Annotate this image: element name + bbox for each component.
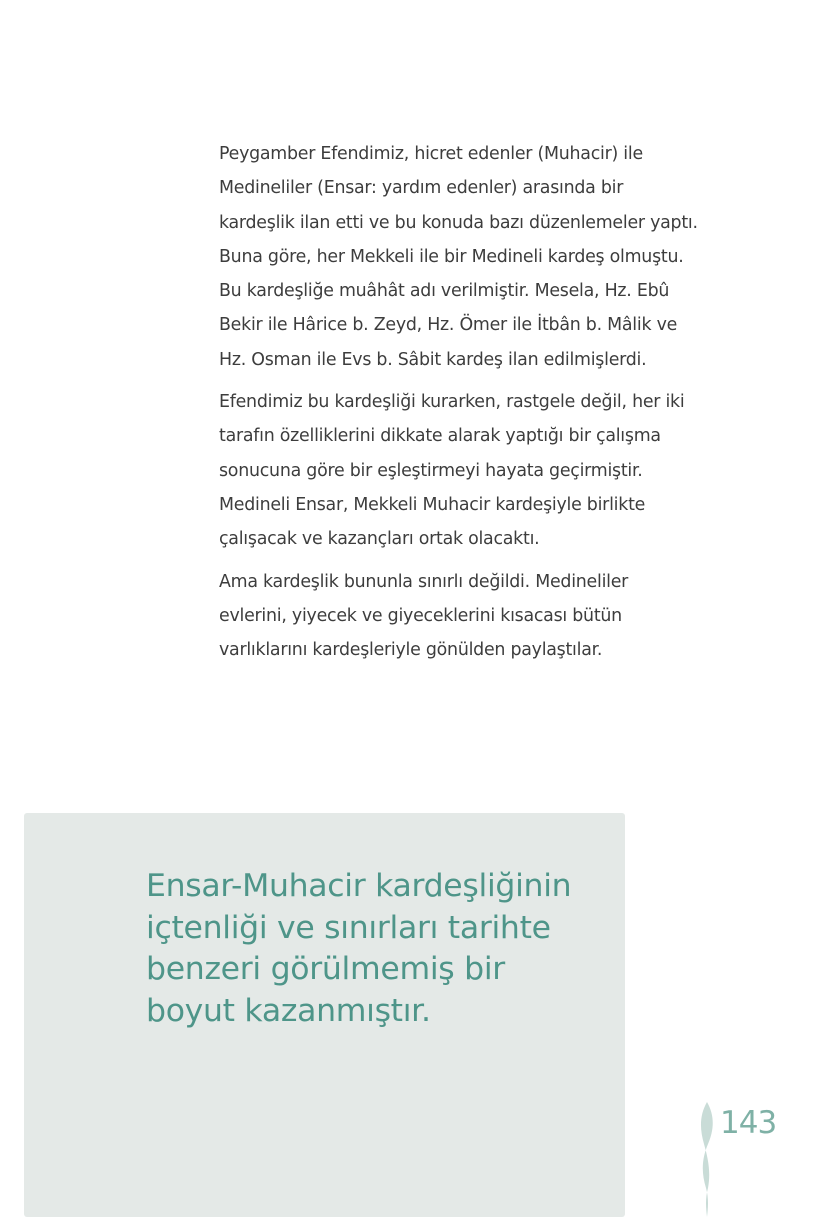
pull-quote: Ensar-Muhacir kardeşliğinin içtenliği ve sınırları tarihte benzeri görülmemiş bir boyut kazanmıştır. bbox=[146, 868, 572, 1029]
paragraph-1: Peygamber Efendimiz, hicret edenler (Muhacir) ile Medineliler (Ensar: yardım edenler) arasında bir kardeşlik ilan etti ve bu konuda bazı düzenlemeler yaptı. Buna göre, her Mekkeli ile bir Medineli kardeş olmuştu. Bu kardeşliğe muâhât adı verilmiştir. Mesela, Hz. Ebû Bekir ile Hârice b. Zeyd, Hz. Ömer ile İtbân b. Mâlik ve Hz. Osman ile Evs b. Sâbit kardeş ilan edilmişlerdi. bbox=[219, 144, 698, 370]
page-number: 143 bbox=[720, 1105, 777, 1141]
main-text bbox=[219, 137, 699, 675]
paragraph-3: Ama kardeşlik bununla sınırlı değildi. Medineliler evlerini, yiyecek ve giyeceklerini kısacası bütün varlıklarını kardeşleriyle gönülden paylaştılar. bbox=[219, 571, 629, 661]
page-ornament-icon bbox=[695, 1102, 719, 1217]
paragraph-2: Efendimiz bu kardeşliği kurarken, rastgele değil, her iki tarafın özelliklerini dikkate alarak yaptığı bir çalışma sonucuna göre bir eşleştirmeyi hayata geçirmiştir. Medineli Ensar, Mekkeli Muhacir kardeşiyle birlikte çalışacak ve kazançları ortak olacaktı. bbox=[219, 392, 685, 550]
